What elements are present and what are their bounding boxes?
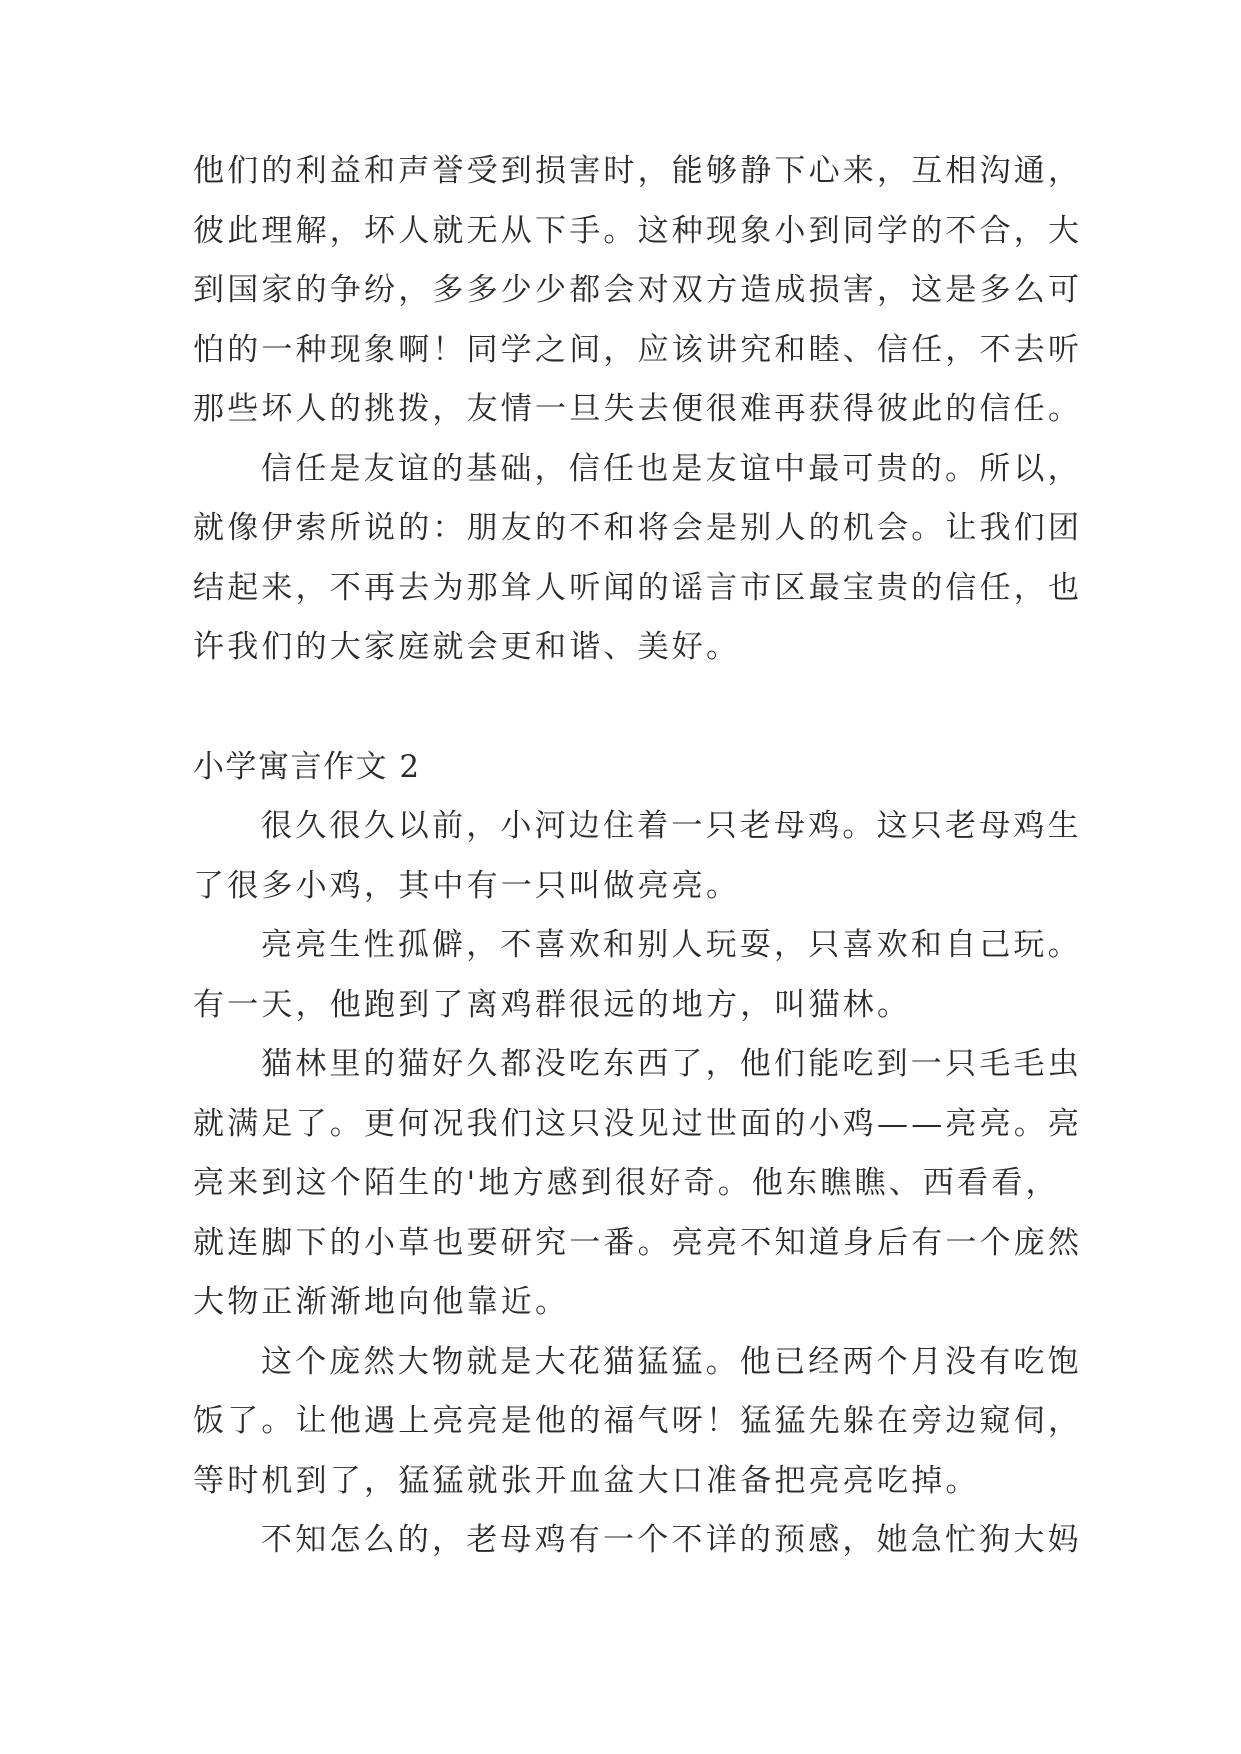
text-line: 就像伊索所说的：朋友的不和将会是别人的机会。让我们团 bbox=[193, 510, 1083, 546]
text-line: 彼此理解，坏人就无从下手。这种现象小到同学的不合，大 bbox=[193, 212, 1083, 249]
text-line: 了很多小鸡，其中有一只叫做亮亮。 bbox=[193, 867, 741, 904]
text-line: 猫林里的猫好久都没吃东西了，他们能吃到一只毛毛虫 bbox=[261, 1046, 1082, 1082]
text-line: 许我们的大家庭就会更和谐、美好。 bbox=[193, 629, 741, 665]
text-line: 饭了。让他遇上亮亮是他的福气呀！猛猛先躲在旁边窥伺， bbox=[193, 1403, 1083, 1439]
text-line: 大物正渐渐地向他靠近。 bbox=[193, 1284, 570, 1320]
text-line: 那些坏人的挑拨，友情一旦失去便很难再获得彼此的信任。 bbox=[193, 391, 1083, 427]
text-line: 怕的一种现象啊！同学之间，应该讲究和睦、信任，不去听 bbox=[193, 331, 1083, 368]
text-line: 等时机到了，猛猛就张开血盆大口准备把亮亮吃掉。 bbox=[193, 1462, 980, 1499]
text-line: 他们的利益和声誉受到损害时，能够静下心来，互相沟通， bbox=[193, 153, 1083, 189]
text-line: 很久很久以前，小河边住着一只老母鸡。这只老母鸡生 bbox=[261, 808, 1082, 844]
text-line: 到国家的争纷，多多少少都会对双方造成损害，这是多么可 bbox=[193, 272, 1083, 308]
text-line: 亮亮生性孤僻，不喜欢和别人玩耍，只喜欢和自己玩。 bbox=[261, 927, 1082, 963]
section-1-text bbox=[193, 142, 1083, 678]
text-line: 不知怎么的，老母鸡有一个不详的预感，她急忙狗大妈 bbox=[261, 1522, 1082, 1558]
section-2-text bbox=[193, 797, 1083, 1571]
text-line: 就满足了。更何况我们这只没见过世面的小鸡——亮亮。亮 bbox=[193, 1105, 1083, 1142]
text-line: 有一天，他跑到了离鸡群很远的地方，叫猫林。 bbox=[193, 986, 912, 1023]
text-line: 信任是友谊的基础，信任也是友谊中最可贵的。所以， bbox=[261, 450, 1082, 487]
text-line: 就连脚下的小草也要研究一番。亮亮不知道身后有一个庞然 bbox=[193, 1224, 1083, 1261]
text-line: 结起来，不再去为那耸人听闻的谣言市区最宝贵的信任，也 bbox=[193, 569, 1083, 606]
section-title: 小学寓言作文 2 bbox=[193, 749, 421, 785]
text-line: 这个庞然大物就是大花猫猛猛。他已经两个月没有吃饱 bbox=[261, 1343, 1082, 1380]
text-line: 亮来到这个陌生的'地方感到很好奇。他东瞧瞧、西看看， bbox=[193, 1165, 1060, 1201]
